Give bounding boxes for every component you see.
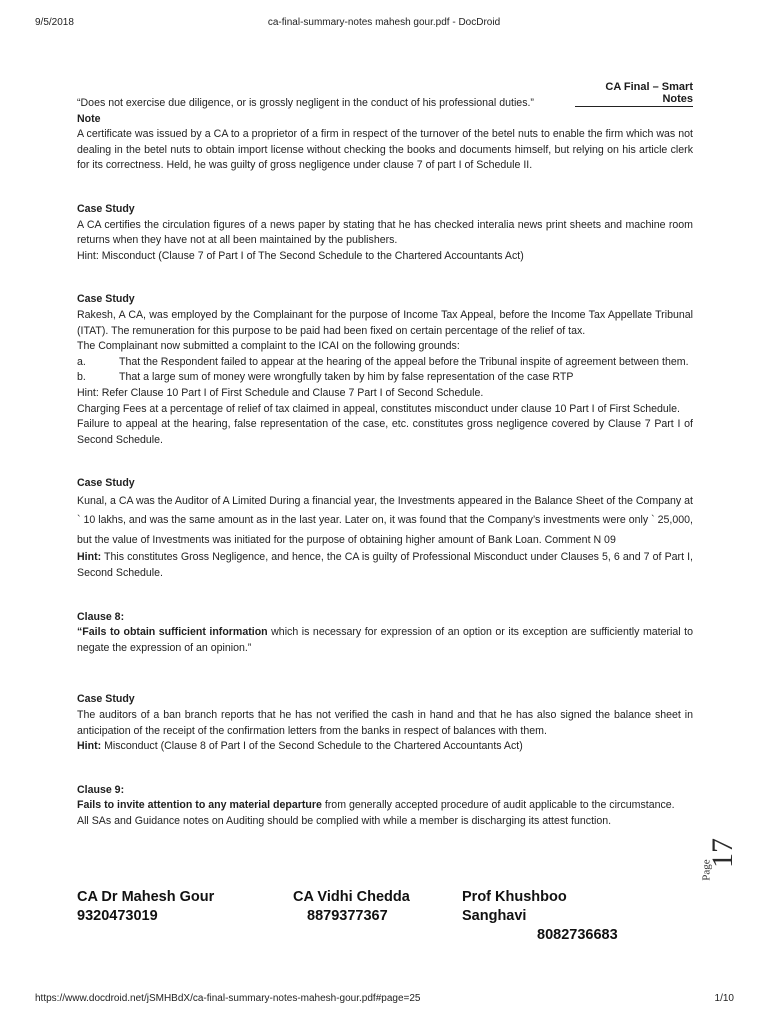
clause-9-text (77, 798, 693, 814)
case-study-4-heading: Case Study (77, 693, 135, 706)
page-number-value: 17 (706, 838, 739, 868)
contact-name: CA Vidhi Chedda (293, 889, 410, 905)
case-study-2-intro: The Complainant now submitted a complaint to the ICAI on the following grounds: (77, 340, 460, 353)
clause-9-bold: Fails to invite attention to any material departure (77, 799, 322, 812)
contact-name: CA Dr Mahesh Gour (77, 889, 215, 905)
clause-9-heading: Clause 9: (77, 783, 125, 796)
quote-text: “Does not exercise due diligence, or is grossly negligent in the conduct of his professional duties.” (77, 97, 534, 109)
contact-block (462, 888, 618, 945)
list-item-text: That the Respondent failed to appear at the hearing of the appeal before the Tribunal inspite of agreement between them. (119, 355, 689, 368)
print-url: https://www.docdroid.net/jSMHBdX/ca-final-summary-notes-mahesh-gour.pdf#page=25 (35, 993, 421, 1004)
clause-8-bold: “Fails to obtain sufficient information (77, 626, 268, 639)
case-study-2-heading: Case Study (77, 293, 135, 306)
case-study-2-paragraph-1: Charging Fees at a percentage of relief of tax claimed in appeal, constitutes misconduct under clause 10 Part I of First Schedule. (77, 402, 680, 415)
contact-phone: 9320473019 (77, 908, 158, 924)
contact-name: Prof Khushboo Sanghavi (462, 889, 567, 924)
contact-block (77, 888, 214, 926)
list-item (77, 370, 693, 386)
hint-text: This constitutes Gross Negligence, and hence, the CA is guilty of Professional Misconduct under Clauses 5, 6 and 7 of Part I, Second Schedule. (77, 551, 693, 579)
contact-block (293, 888, 410, 926)
case-study-4-hint (77, 739, 693, 755)
print-page-count: 1/10 (714, 993, 734, 1004)
hint-label: Hint: (77, 740, 102, 753)
case-study-1-hint: Hint: Misconduct (Clause 7 of Part I of The Second Schedule to the Chartered Accountants Act) (77, 249, 524, 262)
hint-text: Misconduct (Clause 8 of Part I of the Second Schedule to the Chartered Accountants Act) (101, 740, 523, 753)
print-title: ca-final-summary-notes mahesh gour.pdf - DocDroid (267, 17, 501, 28)
case-study-3-heading: Case Study (77, 477, 135, 490)
case-study-3-text: Kunal, a CA was the Auditor of A Limited During a financial year, the Investments appeared in the Balance Sheet of the Company at ` 10 lakhs, and was the same amount as in the last year. Later on, it was found that the Company’s investments were only ` 25,000, but the value of Investments was initiated for the purpose of obtaining higher amount of Bank Loan. Comment N 09 (77, 494, 693, 546)
print-date: 9/5/2018 (35, 17, 74, 28)
case-study-1-text: A CA certifies the circulation figures of a news paper by stating that he has checked interalia news print sheets and machine room returns when they have not at all been maintained by the publishers. (77, 218, 693, 247)
case-study-4-text: The auditors of a ban branch reports that he has not verified the cash in hand and that he has also signed the balance sheet in anticipation of the receipt of the confirmation letters from the banks in respect of balances with them. (77, 708, 693, 737)
list-item-label: b. (77, 371, 86, 384)
note-heading: Note (77, 112, 101, 125)
contact-phone: 8082736683 (537, 927, 618, 943)
list-item-text: That a large sum of money were wrongfully taken by him by false representation of the case RTP (119, 371, 574, 384)
clause-8-text (77, 625, 693, 656)
case-study-1-heading: Case Study (77, 202, 135, 215)
clause-9-paragraph: All SAs and Guidance notes on Auditing should be complied with while a member is discharging its attest function. (77, 814, 612, 827)
clause-9-rest: from generally accepted procedure of audit applicable to the circumstance. (321, 799, 675, 812)
case-study-2-text: Rakesh, A CA, was employed by the Complainant for the purpose of Income Tax Appeal, before the Income Tax Appellate Tribunal (ITAT). The remuneration for this purpose to be paid had been fixed on certain percentage of the relief of tax. (77, 308, 693, 337)
case-study-2-paragraph-2: Failure to appeal at the hearing, false representation of the case, etc. constitutes gross negligence covered by Clause 7 Part I of Second Schedule. (77, 418, 693, 446)
clause-8-heading: Clause 8: (77, 610, 125, 623)
document-header: CA Final – Smart Notes (575, 81, 693, 107)
note-text: A certificate was issued by a CA to a proprietor of a firm in respect of the turnover of the betel nuts to enable the firm which was not dealing in the betel nuts to obtain import license without checking the books and documents himself, but relying on his article clerk for its correctness. Held, he was guilty of gross negligence under clause 7 of part I of Schedule II. (77, 128, 693, 172)
page-word: Page (700, 859, 713, 881)
contact-phone: 8879377367 (307, 908, 388, 924)
document-body (77, 96, 693, 830)
clause-8-rest: which is necessary for expression of an option or its exception are sufficiently material to negate the expression of an opinion.” (77, 626, 693, 654)
list-item (77, 355, 693, 371)
list-item-label: a. (77, 355, 86, 368)
hint-label: Hint: (77, 551, 102, 564)
case-study-3-hint (77, 550, 693, 581)
case-study-2-hint: Hint: Refer Clause 10 Part I of First Schedule and Clause 7 Part I of Second Schedule. (77, 386, 484, 399)
